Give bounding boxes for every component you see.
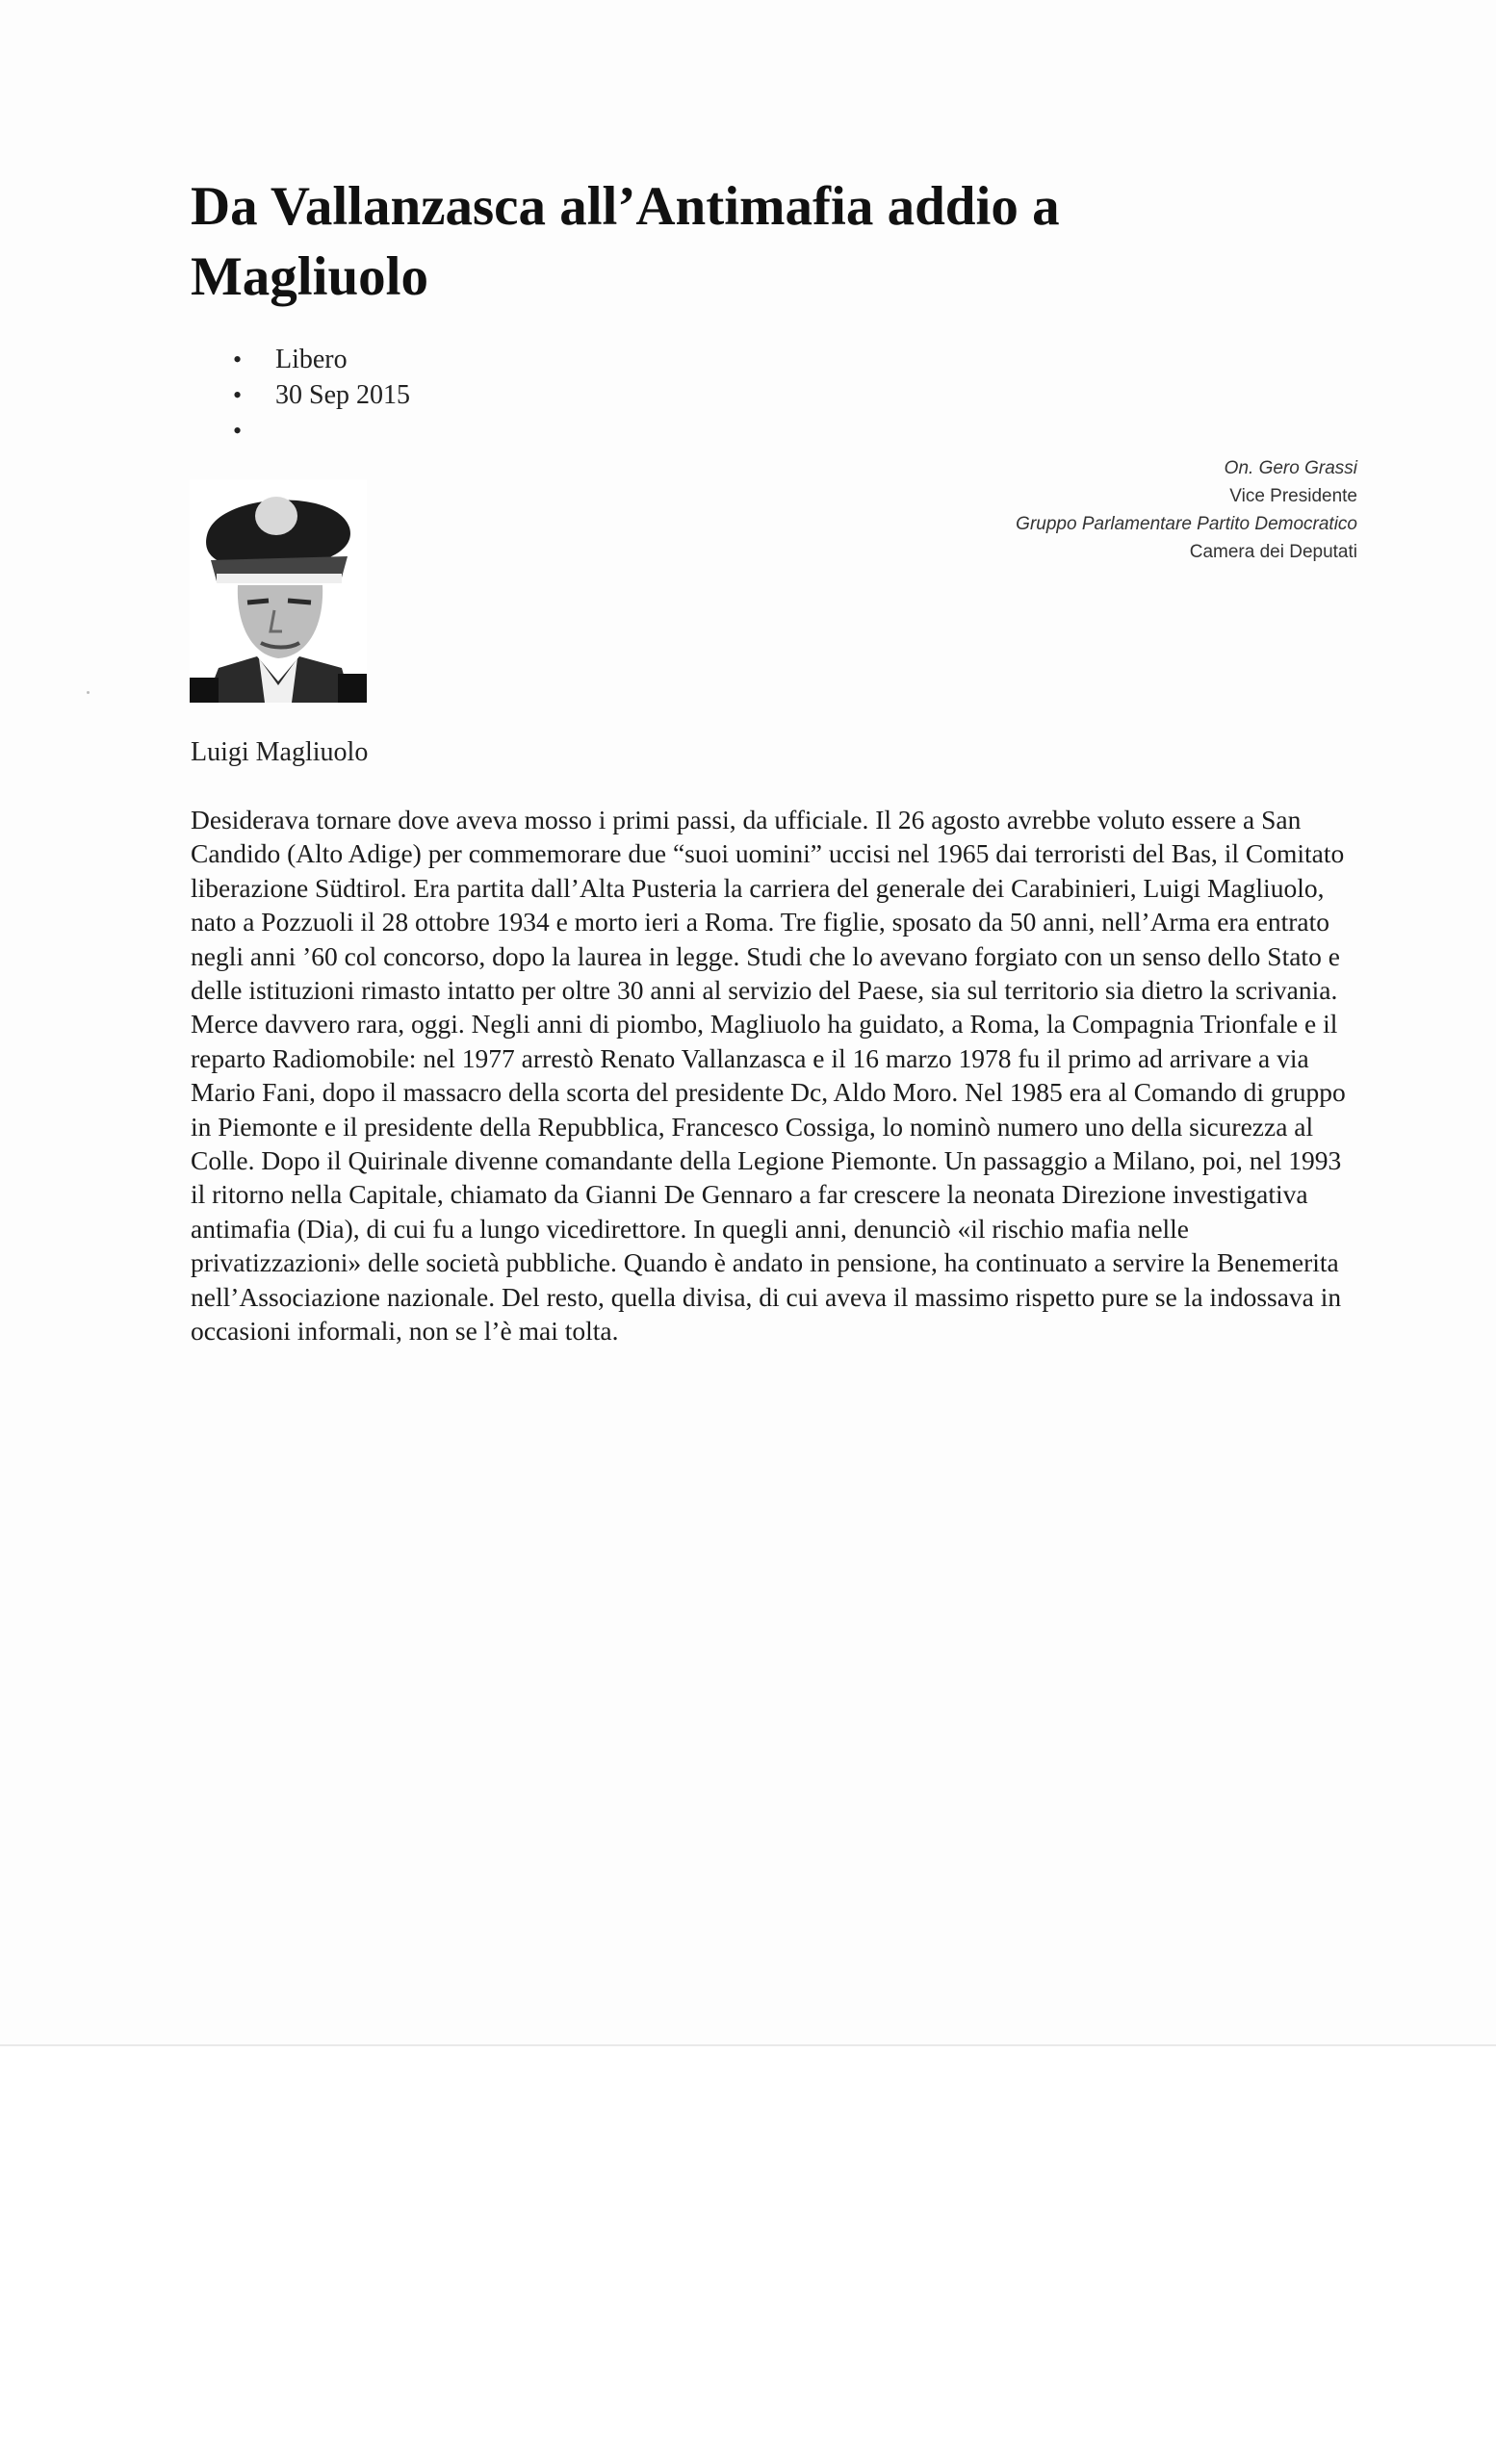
- article-body: Desiderava tornare dove aveva mosso i primi passi, da ufficiale. Il 26 agosto avrebbe voluto essere a San Candido (Alto Adige) per commemorare due “suoi uomini” uccisi nel 1965 dai terroristi del Bas, il Comitato liberazione Südtirol. Era partita dall’Alta Pusteria la carriera del generale dei Carabinieri, Luigi Magliuolo, nato a Pozzuoli il 28 ottobre 1934 e morto ieri a Roma. Tre figlie, sposato da 50 anni, nell’Arma era entrato negli anni ’60 col concorso, dopo la laurea in legge. Studi che lo avevano forgiato con un senso dello Stato e delle istituzioni rimasto intatto per oltre 30 anni al servizio del Paese, sia sul territorio sia dietro la scrivania. Merce davvero rara, oggi. Negli anni di piombo, Magliuolo ha guidato, a Roma, la Compagnia Trionfale e il reparto Radiomobile: nel 1977 arrestò Renato Vallanzasca e il 16 marzo 1978 fu il primo ad arrivare a via Mario Fani, dopo il massacro della scorta del presidente Dc, Aldo Moro. Nel 1985 era al Comando di gruppo in Piemonte e il presidente della Repubblica, Francesco Cossiga, lo nominò numero uno della sicurezza al Colle. Dopo il Quirinale divenne comandante della Legione Piemonte. Un passaggio a Milano, poi, nel 1993 il ritorno nella Capitale, chiamato da Gianni De Gennaro a far crescere la neonata Direzione investigativa antimafia (Dia), di cui fu a lungo vicedirettore. In quegli anni, denunciò «il rischio mafia nelle privatizzazioni» delle società pubbliche. Quando è andato in pensione, ha continuato a servire la Benemerita nell’Associazione nazionale. Del resto, quella divisa, di cui aveva il massimo rispetto pure se la indossava in occasioni informali, non se l’è mai tolta.: [191, 805, 1346, 1347]
- bullet-icon: •: [233, 346, 243, 373]
- photo-caption: Luigi Magliuolo: [191, 737, 369, 767]
- signature-role: Vice Presidente: [1229, 486, 1357, 506]
- signature-group: Gruppo Parlamentare Partito Democratico: [1016, 514, 1357, 534]
- signature-block: [866, 454, 1357, 566]
- article-title: Da Vallanzasca all’Antimafia addio a Magliuolo: [191, 176, 1060, 307]
- bullet-icon: •: [233, 381, 243, 409]
- portrait-photo-icon: [190, 479, 367, 703]
- article-meta-list: [191, 342, 768, 449]
- bullet-icon: •: [233, 417, 243, 445]
- meta-empty: [191, 413, 768, 449]
- meta-date-text: 30 Sep 2015: [275, 380, 410, 410]
- signature-chamber: Camera dei Deputati: [1189, 542, 1357, 562]
- scan-edge: [0, 2044, 1496, 2046]
- meta-source-text: Libero: [275, 345, 348, 374]
- meta-date: [191, 377, 768, 413]
- signature-name: On. Gero Grassi: [1224, 458, 1357, 478]
- meta-source: [191, 342, 768, 377]
- scan-speck: [87, 691, 90, 694]
